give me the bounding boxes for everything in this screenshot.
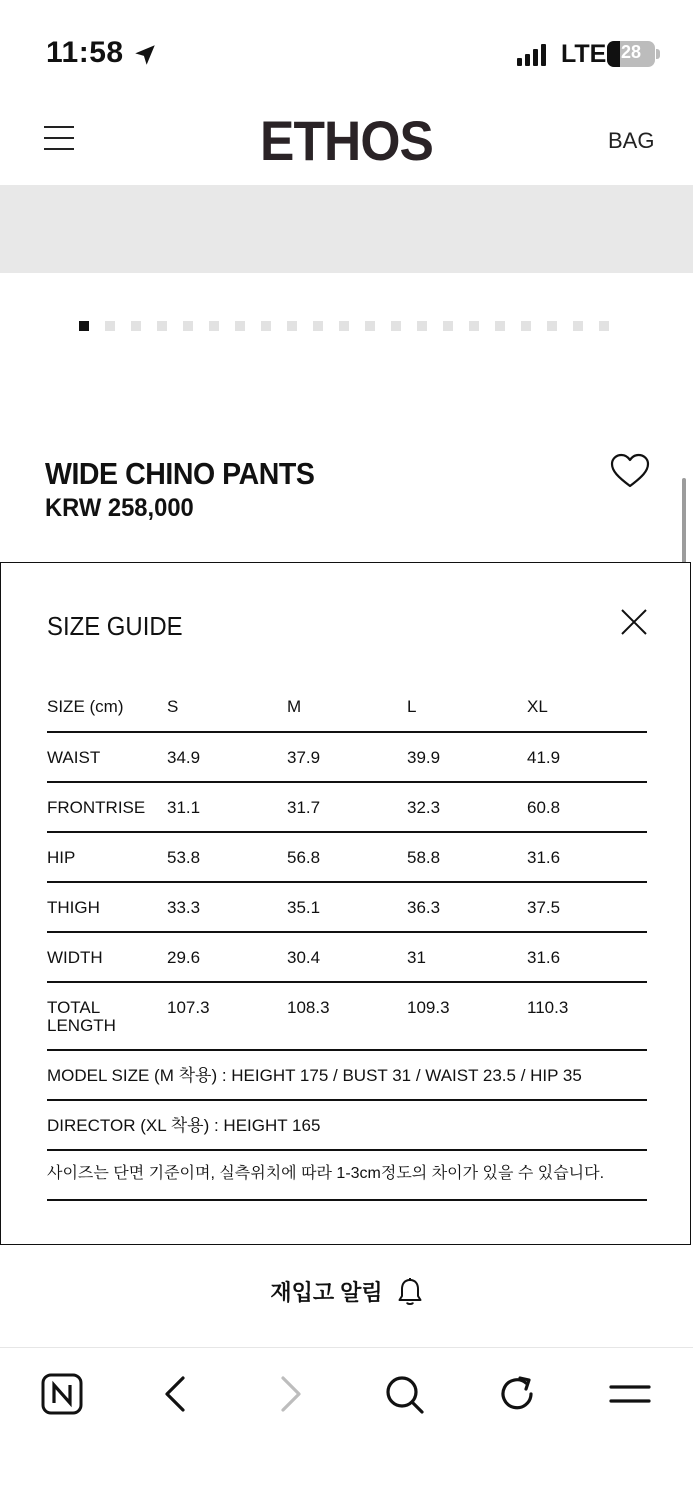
table-cell: 41.9 bbox=[527, 748, 561, 767]
restock-label: 재입고 알림 bbox=[270, 1280, 383, 1305]
size-table bbox=[47, 688, 647, 1201]
table-cell: 29.6 bbox=[167, 948, 201, 967]
brand-logo[interactable]: ETHOS bbox=[260, 109, 433, 172]
table-row bbox=[47, 883, 647, 933]
carousel-dot[interactable] bbox=[235, 321, 245, 331]
carousel-dot[interactable] bbox=[287, 321, 297, 331]
carousel-indicator bbox=[79, 321, 625, 331]
measurement-disclaimer bbox=[47, 1151, 647, 1201]
table-row bbox=[47, 833, 647, 883]
carousel-dot[interactable] bbox=[79, 321, 89, 331]
table-cell: 31.6 bbox=[527, 848, 561, 867]
product-image-area[interactable] bbox=[0, 185, 693, 273]
column-header: SIZE (cm) bbox=[47, 697, 124, 716]
carousel-dot[interactable] bbox=[469, 321, 479, 331]
row-label: WAIST bbox=[47, 748, 101, 767]
wishlist-heart-icon[interactable] bbox=[610, 452, 650, 492]
table-row bbox=[47, 733, 647, 783]
naver-icon[interactable] bbox=[40, 1372, 84, 1416]
column-header: S bbox=[167, 697, 179, 716]
menu-icon[interactable] bbox=[608, 1372, 652, 1416]
product-name: WIDE CHINO PANTS bbox=[45, 456, 315, 491]
carousel-dot[interactable] bbox=[521, 321, 531, 331]
carousel-dot[interactable] bbox=[209, 321, 219, 331]
carousel-dot[interactable] bbox=[391, 321, 401, 331]
battery-icon bbox=[607, 41, 655, 67]
carousel-dot[interactable] bbox=[547, 321, 557, 331]
table-cell: 35.1 bbox=[287, 898, 321, 917]
row-label: TOTAL LENGTH bbox=[47, 998, 116, 1035]
carousel-dot[interactable] bbox=[131, 321, 141, 331]
size-guide-modal bbox=[0, 562, 691, 1245]
table-cell: 109.3 bbox=[407, 998, 450, 1017]
table-cell: 39.9 bbox=[407, 748, 441, 767]
table-cell: 31.1 bbox=[167, 798, 201, 817]
network-label: LTE bbox=[561, 40, 607, 68]
table-row bbox=[47, 933, 647, 983]
carousel-dot[interactable] bbox=[183, 321, 193, 331]
signal-icon bbox=[517, 42, 549, 66]
table-cell: 37.9 bbox=[287, 748, 321, 767]
size-guide-title: SIZE GUIDE bbox=[47, 611, 183, 641]
carousel-dot[interactable] bbox=[443, 321, 453, 331]
table-cell: 34.9 bbox=[167, 748, 201, 767]
row-label: WIDTH bbox=[47, 948, 103, 967]
location-arrow-icon bbox=[132, 42, 158, 68]
close-icon[interactable] bbox=[619, 607, 649, 637]
model-size-note bbox=[47, 1051, 647, 1101]
forward-icon bbox=[268, 1372, 312, 1416]
table-cell: 36.3 bbox=[407, 898, 441, 917]
column-header: L bbox=[407, 697, 417, 716]
restock-alert-button[interactable] bbox=[0, 1276, 693, 1307]
note-text: DIRECTOR (XL 착용) : HEIGHT 165 bbox=[47, 1116, 321, 1135]
carousel-dot[interactable] bbox=[599, 321, 609, 331]
status-time: 11:58 bbox=[46, 36, 124, 69]
row-label: HIP bbox=[47, 848, 76, 867]
table-cell: 30.4 bbox=[287, 948, 321, 967]
note-text: 사이즈는 단면 기준이며, 실측위치에 따라 1-3cm정도의 차이가 있을 수 있습니다. bbox=[47, 1165, 605, 1182]
table-cell: 56.8 bbox=[287, 848, 321, 867]
row-label: FRONTRISE bbox=[47, 798, 146, 817]
bag-button[interactable]: BAG bbox=[608, 128, 655, 153]
column-header: M bbox=[287, 697, 302, 716]
carousel-dot[interactable] bbox=[339, 321, 349, 331]
table-cell: 33.3 bbox=[167, 898, 201, 917]
carousel-dot[interactable] bbox=[365, 321, 375, 331]
table-row bbox=[47, 983, 647, 1051]
table-cell: 53.8 bbox=[167, 848, 201, 867]
battery-level: 28 bbox=[620, 42, 642, 62]
table-cell: 32.3 bbox=[407, 798, 441, 817]
table-row bbox=[47, 783, 647, 833]
carousel-dot[interactable] bbox=[105, 321, 115, 331]
table-header-row bbox=[47, 688, 647, 733]
product-price: KRW 258,000 bbox=[45, 494, 194, 522]
back-icon[interactable] bbox=[154, 1372, 198, 1416]
bell-icon bbox=[397, 1277, 423, 1307]
table-cell: 60.8 bbox=[527, 798, 561, 817]
director-size-note bbox=[47, 1101, 647, 1151]
table-cell: 31 bbox=[407, 948, 426, 967]
reload-icon[interactable] bbox=[496, 1372, 540, 1416]
carousel-dot[interactable] bbox=[261, 321, 271, 331]
row-label: THIGH bbox=[47, 898, 100, 917]
carousel-dot[interactable] bbox=[417, 321, 427, 331]
table-cell: 107.3 bbox=[167, 998, 210, 1017]
table-cell: 31.7 bbox=[287, 798, 321, 817]
note-text: MODEL SIZE (M 착용) : HEIGHT 175 / BUST 31 / WAIST 23.5 / HIP 35 bbox=[47, 1066, 582, 1085]
carousel-dot[interactable] bbox=[313, 321, 323, 331]
table-cell: 110.3 bbox=[527, 998, 569, 1017]
carousel-dot[interactable] bbox=[573, 321, 583, 331]
table-cell: 37.5 bbox=[527, 898, 561, 917]
table-cell: 58.8 bbox=[407, 848, 441, 867]
browser-toolbar bbox=[0, 1347, 693, 1501]
battery-tip bbox=[656, 49, 660, 59]
table-cell: 108.3 bbox=[287, 998, 330, 1017]
table-cell: 31.6 bbox=[527, 948, 561, 967]
carousel-dot[interactable] bbox=[495, 321, 505, 331]
column-header: XL bbox=[527, 697, 548, 716]
search-icon[interactable] bbox=[382, 1372, 426, 1416]
carousel-dot[interactable] bbox=[157, 321, 167, 331]
